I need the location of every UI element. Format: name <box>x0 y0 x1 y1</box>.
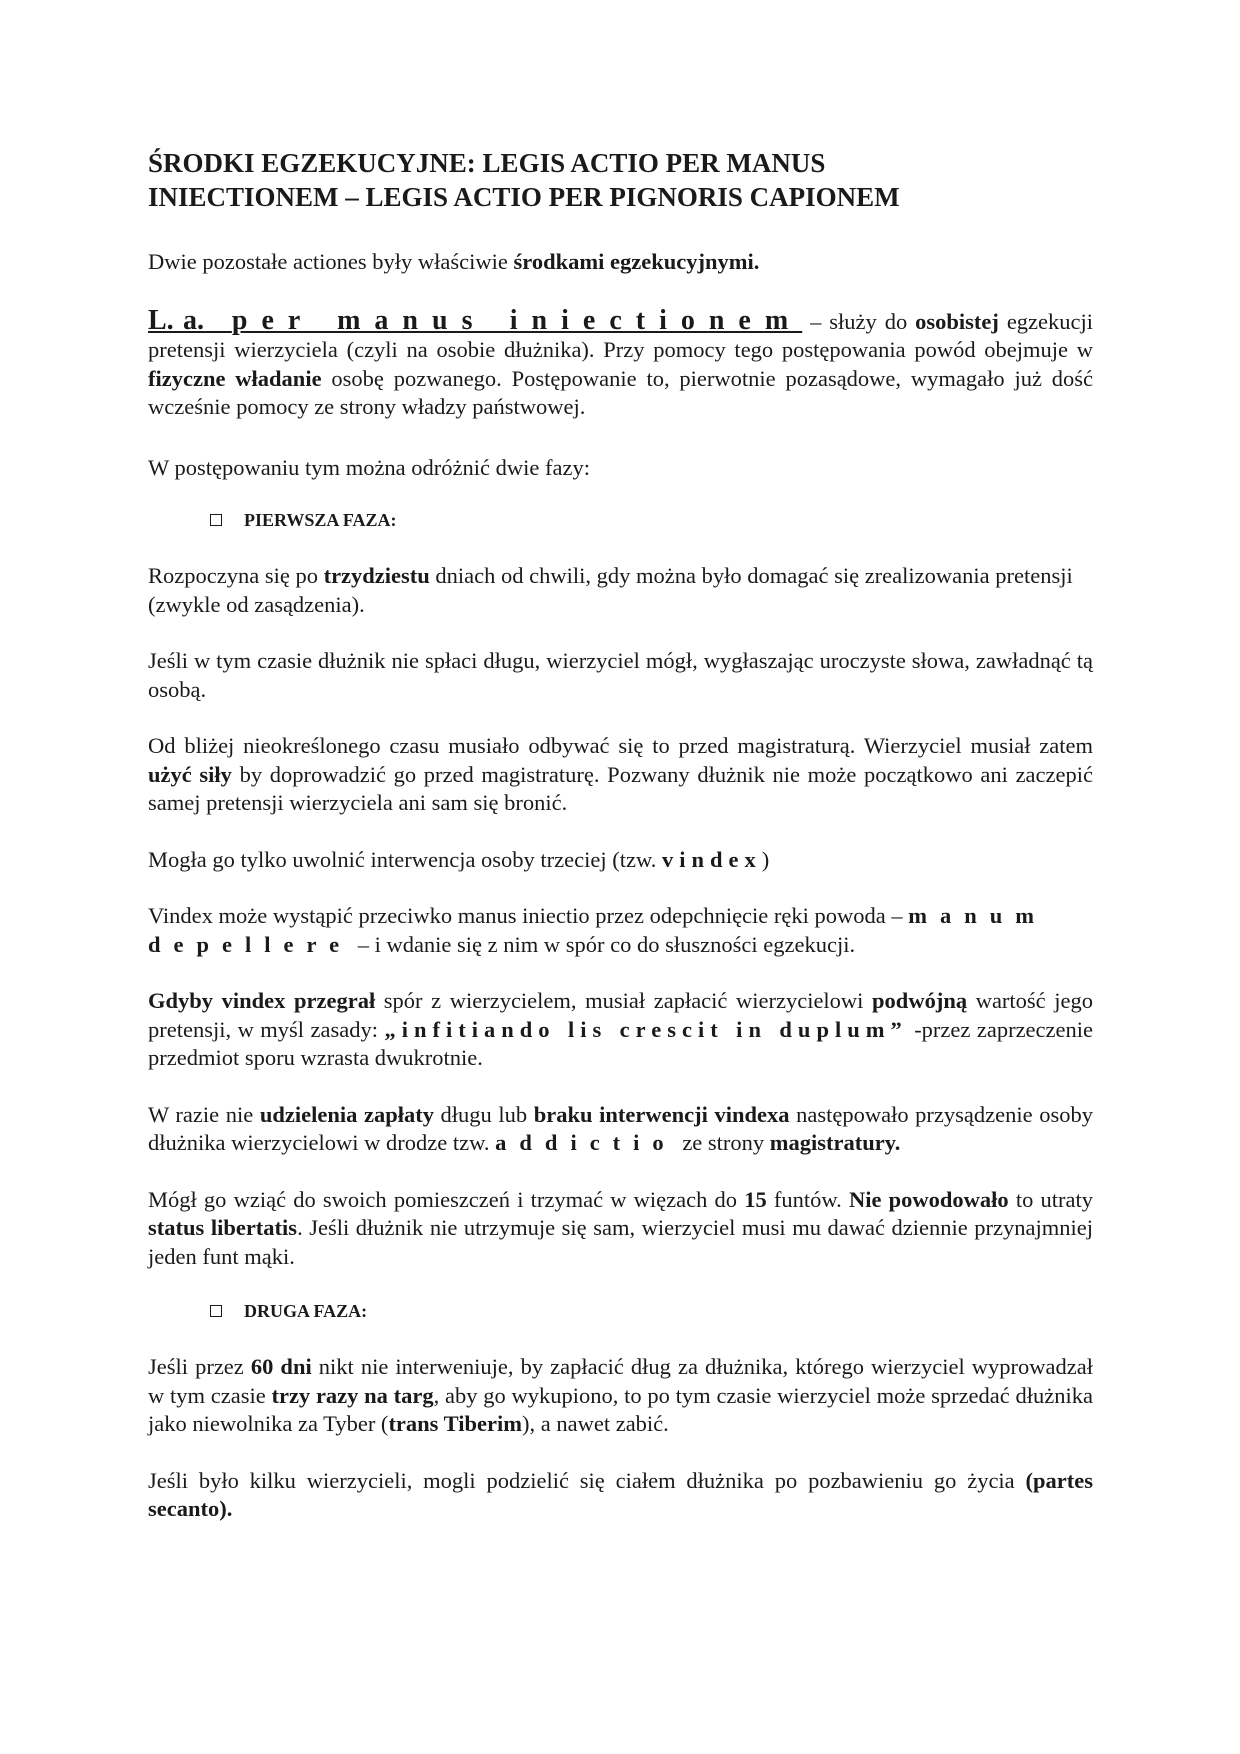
paragraph-30-days <box>148 562 1093 619</box>
text-run: Mógł go wziąć do swoich pomieszczeń i trzymać w więzach do <box>148 1186 745 1212</box>
document-title <box>148 146 1093 214</box>
section-heading-la <box>148 305 802 336</box>
text-run: ze strony <box>676 1130 770 1155</box>
paragraph-partes-secanto <box>148 1467 1093 1524</box>
phase-label: DRUGA FAZA: <box>244 1301 368 1321</box>
phase-heading-second <box>210 1299 1093 1323</box>
bold-term: podwójną <box>872 988 968 1013</box>
heading-abbrev: L. a. <box>148 304 204 336</box>
bold-term: udzielenia zapłaty <box>259 1101 434 1127</box>
paragraph-60-days <box>148 1353 1093 1439</box>
text-run: Jeśli było kilku wierzycieli, mogli podzielić się ciałem dłużnika po pozbawieniu go życia <box>148 1467 1026 1493</box>
text-run: dniach od chwili, gdy można było domagać się zrealizowania pretensji (zwykle od zasądzenia). <box>148 563 1073 617</box>
spaced-term: vindex <box>662 846 762 872</box>
text-run: wartość jego pretensji, w myśl zasady: <box>148 988 1093 1042</box>
title-line-2: INIECTIONEM – LEGIS ACTIO PER PIGNORIS CAPIONEM <box>148 182 900 212</box>
bold-term: status libertatis <box>148 1215 298 1240</box>
paragraph-magistrate <box>148 732 1093 818</box>
spaced-term: manum depellere <box>148 903 1048 957</box>
bold-term: użyć siły <box>148 761 232 787</box>
text-run: długu lub <box>433 1101 534 1127</box>
phase-label: PIERWSZA FAZA: <box>244 510 397 530</box>
paragraph-debt-unpaid: Jeśli w tym czasie dłużnik nie spłaci długu, wierzyciel mógł, wygłaszając uroczyste słowa, zawładnąć tą osobą. <box>148 648 1093 702</box>
text-run: . Jeśli dłużnik nie utrzymuje się sam, wierzyciel musi mu dawać dziennie przynajmniej jeden funt mąki. <box>148 1215 1094 1269</box>
text-run: ) <box>761 846 770 872</box>
text-run: osobę pozwanego. Postępowanie to, pierwotnie pozasądowe, wymagało już dość wcześnie pomocy ze strony władzy państwowej. <box>148 365 1094 419</box>
text-run: egzekucji pretensji wierzyciela (czyli na osobie dłużnika). Przy pomocy tego postępowania powód obejmuje w <box>148 308 1094 362</box>
text-run: -przez zaprzeczenie przedmiot sporu wzrasta dwukrotnie. <box>148 1016 1093 1070</box>
text-run: to utraty <box>1008 1186 1094 1212</box>
paragraph-15-pounds <box>148 1186 1093 1272</box>
document-page <box>148 146 1093 1552</box>
text-run: Jeśli przez <box>148 1354 251 1379</box>
text-run: Rozpoczyna się po <box>148 563 324 588</box>
title-line-1: ŚRODKI EGZEKUCYJNE: LEGIS ACTIO PER MANUS <box>148 148 826 178</box>
text-run: , aby go wykupiono, to po tym czasie wierzyciel może sprzedać dłużnika jako niewolnika za Tyber ( <box>148 1382 1093 1436</box>
text-run: – służy do <box>802 308 916 334</box>
text-run: Vindex może wystąpić przeciwko manus iniectio przez odepchnięcie ręki powoda – <box>148 903 909 928</box>
bold-term: (partes secanto). <box>148 1467 1093 1521</box>
text-run: funtów. <box>766 1186 849 1212</box>
paragraph-vindex-lost <box>148 987 1093 1073</box>
paragraph-manum-depellere <box>148 902 1093 959</box>
bold-term: 60 dni <box>250 1354 312 1379</box>
bold-term: środkami egzekucyjnymi. <box>513 249 760 274</box>
spaced-term: addictio <box>495 1130 677 1155</box>
spaced-term: „infitiando lis crescit in duplum” <box>384 1016 908 1042</box>
text-run: by doprowadzić go przed magistraturę. Pozwany dłużnik nie może początkowo ani zaczepić samej pretensji wierzyciela ani sam się bronić. <box>148 761 1093 815</box>
phases-intro-paragraph: W postępowaniu tym można odróżnić dwie fazy: <box>148 454 590 480</box>
text-run: W razie nie <box>148 1101 260 1127</box>
bold-term: Nie powodowało <box>848 1186 1009 1212</box>
intro-paragraph <box>148 248 1093 277</box>
checkbox-bullet-icon <box>210 514 222 526</box>
paragraph-vindex-intro <box>148 846 1093 875</box>
phase-heading-first <box>210 508 1093 532</box>
paragraph-addictio <box>148 1101 1093 1158</box>
bold-term: trzydziestu <box>323 563 430 588</box>
bold-term: Gdyby vindex przegrał <box>148 988 376 1013</box>
text-run: nikt nie interweniuje, by zapłacić dług za dłużnika, którego wierzyciel wyprowadzał w tym czasie <box>148 1354 1093 1408</box>
text-run: następowało przysądzenie osoby dłużnika wierzycielowi w drodze tzw. <box>148 1101 1093 1155</box>
text-run: Mogła go tylko uwolnić interwencja osoby trzeciej (tzw. <box>148 846 663 872</box>
text-run: spór z wierzycielem, musiał zapłacić wierzycielowi <box>375 988 873 1013</box>
checkbox-bullet-icon <box>210 1305 222 1317</box>
text-run: Od bliżej nieokreślonego czasu musiało odbywać się to przed magistraturą. Wierzyciel musiał zatem <box>148 733 1093 758</box>
bold-term: trzy razy na targ <box>271 1382 434 1408</box>
bold-term: trans Tiberim <box>388 1411 522 1436</box>
text-run: Dwie pozostałe actiones były właściwie <box>148 249 514 274</box>
bold-term: braku interwencji vindexa <box>533 1101 790 1127</box>
bold-term: fizyczne władanie <box>148 365 322 391</box>
bold-term: osobistej <box>915 308 999 334</box>
text-run: – i wdanie się z nim w spór co do słuszności egzekucji. <box>352 931 856 957</box>
heading-term: per manus iniectionem <box>231 304 803 336</box>
bold-term: magistratury. <box>769 1130 901 1155</box>
text-run: ), a nawet zabić. <box>522 1411 669 1436</box>
manus-iniectio-paragraph <box>148 304 1094 422</box>
bold-term: 15 <box>744 1186 767 1212</box>
